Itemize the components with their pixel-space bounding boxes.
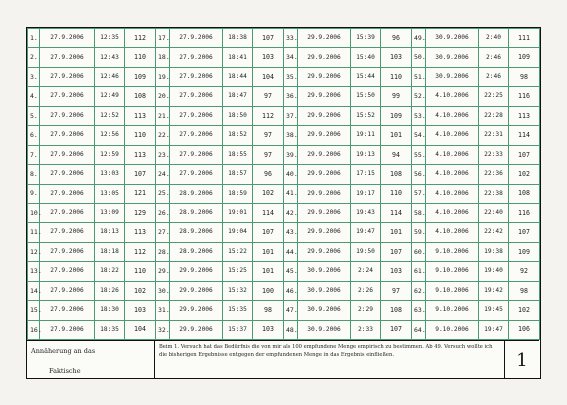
- entry-time: 2:26: [351, 281, 381, 300]
- entry-value: 110: [125, 48, 156, 67]
- entry-number: 62.: [412, 281, 426, 300]
- entry-time: 12:59: [95, 145, 125, 164]
- entry-number: 59.: [412, 223, 426, 242]
- entry-date: 27.9.2006: [170, 145, 223, 164]
- entry-time: 13:09: [95, 203, 125, 222]
- entry-time: 22:33: [479, 145, 509, 164]
- entry-number: 60.: [412, 242, 426, 261]
- entry-value: 112: [253, 106, 284, 125]
- entry-date: 27.9.2006: [40, 184, 95, 203]
- entry-value: 102: [125, 281, 156, 300]
- entry-value: 113: [125, 145, 156, 164]
- table-row: [28, 281, 540, 300]
- entry-time: 22:40: [479, 203, 509, 222]
- entry-number: 17.: [156, 29, 170, 48]
- entry-time: 19:40: [479, 262, 509, 281]
- entry-number: 36.: [284, 87, 298, 106]
- entry-number: 8.: [28, 165, 40, 184]
- entry-number: 54.: [412, 126, 426, 145]
- entry-value: 113: [125, 106, 156, 125]
- entry-time: 18:41: [223, 48, 253, 67]
- entry-time: 12:52: [95, 106, 125, 125]
- entry-number: 18.: [156, 48, 170, 67]
- entry-number: 5.: [28, 106, 40, 125]
- entry-time: 12:35: [95, 29, 125, 48]
- footer-note: Beim 1. Versuch hat das Bedürfnis die von mir als 100 empfundene Menge empirisch zu bestimmen. Ab 49. Versuch wollte ich die bisherigen Ergebnisse entgegen der empfundenen Menge in das Ergebnis einfließen.: [155, 341, 505, 379]
- entry-value: 113: [509, 106, 540, 125]
- entry-date: 4.10.2006: [426, 165, 479, 184]
- entry-time: 19:38: [479, 242, 509, 261]
- table-row: [28, 203, 540, 222]
- entry-number: 64.: [412, 320, 426, 339]
- entry-time: 18:50: [223, 106, 253, 125]
- entry-date: 27.9.2006: [40, 301, 95, 320]
- table-row: [28, 320, 540, 339]
- entry-date: 29.9.2006: [170, 301, 223, 320]
- entry-value: 114: [509, 126, 540, 145]
- entry-value: 98: [253, 301, 284, 320]
- entry-number: 29.: [156, 262, 170, 281]
- entry-number: 51.: [412, 67, 426, 86]
- entry-number: 12.: [28, 242, 40, 261]
- entry-time: 19:11: [351, 126, 381, 145]
- entry-value: 100: [253, 281, 284, 300]
- entry-value: 113: [125, 223, 156, 242]
- entry-value: 110: [381, 67, 412, 86]
- entry-date: 27.9.2006: [170, 48, 223, 67]
- entry-number: 40.: [284, 165, 298, 184]
- entry-date: 27.9.2006: [170, 106, 223, 125]
- entry-number: 38.: [284, 126, 298, 145]
- entry-number: 34.: [284, 48, 298, 67]
- entry-value: 107: [381, 242, 412, 261]
- entry-value: 107: [253, 29, 284, 48]
- entry-number: 58.: [412, 203, 426, 222]
- entry-number: 23.: [156, 145, 170, 164]
- entry-date: 27.9.2006: [170, 126, 223, 145]
- entry-number: 3.: [28, 67, 40, 86]
- entry-date: 29.9.2006: [298, 29, 351, 48]
- entry-value: 94: [381, 145, 412, 164]
- entry-number: 26.: [156, 203, 170, 222]
- entry-date: 29.9.2006: [298, 165, 351, 184]
- entry-date: 27.9.2006: [40, 48, 95, 67]
- entry-number: 25.: [156, 184, 170, 203]
- entry-number: 61.: [412, 262, 426, 281]
- entry-value: 107: [509, 145, 540, 164]
- entry-date: 28.9.2006: [170, 203, 223, 222]
- entry-time: 18:52: [223, 126, 253, 145]
- measurement-grid: [27, 28, 539, 340]
- entry-time: 15:32: [223, 281, 253, 300]
- entry-date: 27.9.2006: [40, 242, 95, 261]
- entry-number: 35.: [284, 67, 298, 86]
- entry-number: 13.: [28, 262, 40, 281]
- entry-date: 27.9.2006: [170, 165, 223, 184]
- entry-time: 18:38: [223, 29, 253, 48]
- entry-date: 9.10.2006: [426, 262, 479, 281]
- entry-time: 22:42: [479, 223, 509, 242]
- entry-number: 31.: [156, 301, 170, 320]
- entry-number: 37.: [284, 106, 298, 125]
- entry-value: 101: [381, 126, 412, 145]
- entry-time: 15:40: [351, 48, 381, 67]
- entry-value: 107: [381, 320, 412, 339]
- entry-value: 108: [509, 184, 540, 203]
- entry-time: 22:31: [479, 126, 509, 145]
- entry-date: 30.9.2006: [298, 301, 351, 320]
- entry-number: 53.: [412, 106, 426, 125]
- entry-date: 4.10.2006: [426, 184, 479, 203]
- entry-date: 30.9.2006: [298, 262, 351, 281]
- entry-date: 9.10.2006: [426, 242, 479, 261]
- entry-value: 108: [381, 165, 412, 184]
- measurement-table: [27, 28, 540, 340]
- entry-number: 46.: [284, 281, 298, 300]
- entry-time: 18:26: [95, 281, 125, 300]
- entry-date: 27.9.2006: [40, 320, 95, 339]
- entry-time: 18:57: [223, 165, 253, 184]
- entry-number: 48.: [284, 320, 298, 339]
- entry-value: 103: [381, 48, 412, 67]
- entry-date: 4.10.2006: [426, 223, 479, 242]
- entry-value: 97: [381, 281, 412, 300]
- table-row: [28, 67, 540, 86]
- entry-date: 27.9.2006: [40, 87, 95, 106]
- entry-value: 102: [253, 184, 284, 203]
- entry-date: 9.10.2006: [426, 320, 479, 339]
- page-number: 1: [516, 349, 528, 371]
- entry-value: 97: [253, 126, 284, 145]
- table-row: [28, 29, 540, 48]
- entry-number: 7.: [28, 145, 40, 164]
- entry-time: 2:46: [479, 48, 509, 67]
- entry-date: 27.9.2006: [40, 145, 95, 164]
- entry-number: 32.: [156, 320, 170, 339]
- entry-value: 110: [125, 126, 156, 145]
- entry-time: 19:47: [479, 320, 509, 339]
- entry-number: 63.: [412, 301, 426, 320]
- entry-time: 15:44: [351, 67, 381, 86]
- entry-value: 97: [253, 87, 284, 106]
- entry-number: 44.: [284, 242, 298, 261]
- entry-date: 27.9.2006: [40, 67, 95, 86]
- entry-time: 18:30: [95, 301, 125, 320]
- entry-time: 2:46: [479, 67, 509, 86]
- entry-number: 11.: [28, 223, 40, 242]
- entry-value: 108: [381, 301, 412, 320]
- entry-date: 4.10.2006: [426, 145, 479, 164]
- entry-time: 19:43: [351, 203, 381, 222]
- entry-date: 29.9.2006: [298, 87, 351, 106]
- entry-number: 50.: [412, 48, 426, 67]
- table-row: [28, 126, 540, 145]
- entry-time: 19:47: [351, 223, 381, 242]
- entry-date: 30.9.2006: [298, 320, 351, 339]
- entry-time: 18:18: [95, 242, 125, 261]
- entry-number: 52.: [412, 87, 426, 106]
- entry-time: 18:22: [95, 262, 125, 281]
- entry-number: 15.: [28, 301, 40, 320]
- entry-number: 55.: [412, 145, 426, 164]
- entry-number: 21.: [156, 106, 170, 125]
- entry-time: 19:50: [351, 242, 381, 261]
- entry-number: 19.: [156, 67, 170, 86]
- entry-time: 22:28: [479, 106, 509, 125]
- table-row: [28, 301, 540, 320]
- entry-value: 101: [253, 242, 284, 261]
- entry-value: 107: [125, 165, 156, 184]
- entry-time: 15:52: [351, 106, 381, 125]
- table-row: [28, 165, 540, 184]
- entry-number: 57.: [412, 184, 426, 203]
- entry-number: 43.: [284, 223, 298, 242]
- entry-time: 15:50: [351, 87, 381, 106]
- entry-value: 107: [253, 223, 284, 242]
- entry-date: 27.9.2006: [40, 223, 95, 242]
- entry-time: 19:42: [479, 281, 509, 300]
- log-sheet: [26, 27, 541, 379]
- entry-number: 22.: [156, 126, 170, 145]
- entry-time: 19:13: [351, 145, 381, 164]
- entry-time: 22:38: [479, 184, 509, 203]
- entry-date: 29.9.2006: [298, 145, 351, 164]
- entry-time: 15:39: [351, 29, 381, 48]
- footer-title-line2: Faktische: [49, 367, 81, 375]
- entry-date: 9.10.2006: [426, 301, 479, 320]
- entry-value: 96: [253, 165, 284, 184]
- entry-date: 30.9.2006: [426, 29, 479, 48]
- entry-value: 109: [509, 48, 540, 67]
- table-row: [28, 106, 540, 125]
- entry-value: 102: [509, 165, 540, 184]
- entry-date: 27.9.2006: [40, 203, 95, 222]
- entry-time: 2:33: [351, 320, 381, 339]
- entry-value: 99: [381, 87, 412, 106]
- entry-number: 14.: [28, 281, 40, 300]
- footer-title-cell: [27, 341, 155, 379]
- entry-time: 12:49: [95, 87, 125, 106]
- entry-time: 22:36: [479, 165, 509, 184]
- entry-date: 29.9.2006: [298, 184, 351, 203]
- entry-value: 104: [125, 320, 156, 339]
- entry-date: 27.9.2006: [40, 281, 95, 300]
- footer-title-line1: Annäherung an das: [31, 347, 96, 355]
- entry-date: 29.9.2006: [170, 320, 223, 339]
- entry-date: 9.10.2006: [426, 281, 479, 300]
- entry-date: 27.9.2006: [170, 87, 223, 106]
- entry-time: 22:25: [479, 87, 509, 106]
- entry-date: 29.9.2006: [298, 126, 351, 145]
- entry-value: 103: [381, 262, 412, 281]
- entry-date: 30.9.2006: [426, 67, 479, 86]
- entry-value: 121: [125, 184, 156, 203]
- entry-value: 109: [381, 106, 412, 125]
- entry-value: 103: [125, 301, 156, 320]
- entry-value: 97: [253, 145, 284, 164]
- entry-number: 27.: [156, 223, 170, 242]
- entry-value: 102: [509, 301, 540, 320]
- table-row: [28, 48, 540, 67]
- entry-date: 29.9.2006: [298, 223, 351, 242]
- entry-time: 18:44: [223, 67, 253, 86]
- entry-date: 29.9.2006: [298, 106, 351, 125]
- entry-value: 110: [125, 262, 156, 281]
- entry-time: 18:13: [95, 223, 125, 242]
- entry-number: 2.: [28, 48, 40, 67]
- entry-number: 1.: [28, 29, 40, 48]
- entry-number: 47.: [284, 301, 298, 320]
- entry-date: 29.9.2006: [170, 281, 223, 300]
- entry-number: 28.: [156, 242, 170, 261]
- entry-date: 27.9.2006: [40, 262, 95, 281]
- entry-date: 30.9.2006: [298, 281, 351, 300]
- entry-date: 29.9.2006: [298, 48, 351, 67]
- entry-time: 18:35: [95, 320, 125, 339]
- entry-time: 13:05: [95, 184, 125, 203]
- entry-date: 4.10.2006: [426, 87, 479, 106]
- entry-number: 4.: [28, 87, 40, 106]
- entry-date: 28.9.2006: [170, 184, 223, 203]
- entry-value: 129: [125, 203, 156, 222]
- entry-value: 112: [125, 242, 156, 261]
- entry-date: 4.10.2006: [426, 126, 479, 145]
- entry-number: 39.: [284, 145, 298, 164]
- entry-date: 29.9.2006: [298, 203, 351, 222]
- table-row: [28, 262, 540, 281]
- entry-value: 107: [509, 223, 540, 242]
- entry-date: 28.9.2006: [170, 223, 223, 242]
- entry-time: 15:22: [223, 242, 253, 261]
- entry-time: 18:55: [223, 145, 253, 164]
- entry-date: 28.9.2006: [170, 242, 223, 261]
- entry-number: 56.: [412, 165, 426, 184]
- table-row: [28, 184, 540, 203]
- table-row: [28, 223, 540, 242]
- entry-time: 19:04: [223, 223, 253, 242]
- entry-date: 27.9.2006: [40, 106, 95, 125]
- entry-time: 18:47: [223, 87, 253, 106]
- entry-value: 108: [125, 87, 156, 106]
- entry-time: 13:03: [95, 165, 125, 184]
- entry-time: 15:25: [223, 262, 253, 281]
- entry-value: 111: [509, 29, 540, 48]
- entry-date: 4.10.2006: [426, 106, 479, 125]
- entry-time: 15:37: [223, 320, 253, 339]
- entry-number: 41.: [284, 184, 298, 203]
- entry-number: 45.: [284, 262, 298, 281]
- entry-time: 15:35: [223, 301, 253, 320]
- entry-time: 18:59: [223, 184, 253, 203]
- entry-value: 106: [509, 320, 540, 339]
- entry-value: 96: [381, 29, 412, 48]
- entry-value: 98: [509, 67, 540, 86]
- entry-time: 19:17: [351, 184, 381, 203]
- entry-value: 109: [509, 242, 540, 261]
- entry-value: 114: [381, 203, 412, 222]
- entry-value: 101: [381, 223, 412, 242]
- table-row: [28, 242, 540, 261]
- entry-number: 33.: [284, 29, 298, 48]
- entry-value: 98: [509, 281, 540, 300]
- entry-number: 30.: [156, 281, 170, 300]
- entry-number: 10.: [28, 203, 40, 222]
- entry-value: 109: [125, 67, 156, 86]
- entry-date: 27.9.2006: [170, 29, 223, 48]
- entry-value: 101: [253, 262, 284, 281]
- entry-value: 110: [381, 184, 412, 203]
- entry-date: 27.9.2006: [40, 29, 95, 48]
- entry-date: 29.9.2006: [170, 262, 223, 281]
- entry-date: 29.9.2006: [298, 67, 351, 86]
- entry-date: 27.9.2006: [170, 67, 223, 86]
- entry-number: 49.: [412, 29, 426, 48]
- entry-time: 12:56: [95, 126, 125, 145]
- entry-value: 103: [253, 48, 284, 67]
- entry-value: 103: [253, 320, 284, 339]
- entry-number: 24.: [156, 165, 170, 184]
- entry-value: 116: [509, 203, 540, 222]
- table-row: [28, 87, 540, 106]
- entry-number: 20.: [156, 87, 170, 106]
- table-row: [28, 145, 540, 164]
- entry-value: 114: [253, 203, 284, 222]
- entry-time: 12:46: [95, 67, 125, 86]
- entry-date: 29.9.2006: [298, 242, 351, 261]
- entry-number: 9.: [28, 184, 40, 203]
- entry-number: 6.: [28, 126, 40, 145]
- entry-date: 4.10.2006: [426, 203, 479, 222]
- entry-time: 19:45: [479, 301, 509, 320]
- entry-time: 2:24: [351, 262, 381, 281]
- entry-value: 116: [509, 87, 540, 106]
- entry-value: 92: [509, 262, 540, 281]
- entry-date: 30.9.2006: [426, 48, 479, 67]
- entry-time: 2:40: [479, 29, 509, 48]
- entry-number: 16.: [28, 320, 40, 339]
- entry-date: 27.9.2006: [40, 126, 95, 145]
- entry-time: 17:15: [351, 165, 381, 184]
- entry-date: 27.9.2006: [40, 165, 95, 184]
- entry-value: 104: [253, 67, 284, 86]
- entry-time: 19:01: [223, 203, 253, 222]
- sheet-footer: [27, 340, 539, 379]
- entry-time: 12:43: [95, 48, 125, 67]
- entry-value: 112: [125, 29, 156, 48]
- entry-time: 2:29: [351, 301, 381, 320]
- entry-number: 42.: [284, 203, 298, 222]
